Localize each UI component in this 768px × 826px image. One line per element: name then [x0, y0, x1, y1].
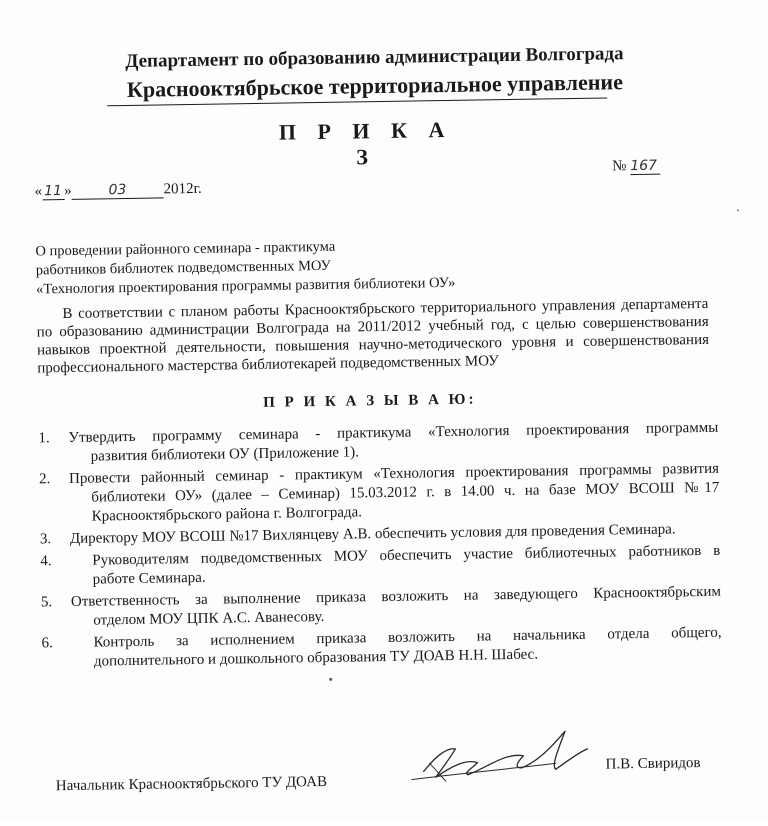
date-month: 03 [71, 181, 163, 199]
item-text: Ответственность за выполнение приказа возложить на заведующего Краснооктябрьским [70, 583, 722, 610]
item-text: Директору МОУ ВСОШ №17 Вихлянцеву А.В. обеспечить условия для проведения Семинара. [69, 521, 676, 547]
order-number [612, 158, 660, 176]
directorate-name: Краснооктябрьское территориальное управление [126, 69, 624, 102]
decree-item [39, 460, 720, 528]
department-name: Департамент по образованию администрации Волгограда [125, 43, 624, 73]
item-text-continued: работе Семинара. [92, 569, 206, 588]
item-text-continued: дополнительного и дошкольного образования ТУ ДОАВ Н.Н. Шабес. [93, 646, 539, 670]
decree-items [38, 419, 722, 676]
ink-speck [737, 209, 739, 211]
date-close-quote: » [63, 182, 72, 199]
item-text: Контроль за исполнением приказа возложить на начальника отдела общего, [93, 624, 722, 651]
date-year: 2012г. [163, 180, 202, 198]
decree-item [41, 583, 722, 632]
date-open-quote: « [34, 183, 43, 200]
item-text: Утвердить программу семинара - практикума «Технология проектирования программы [68, 419, 719, 446]
order-date [34, 181, 201, 201]
item-text-continued: Краснооктябрьского района г. Волгограда. [91, 504, 363, 525]
number-value: 167 [630, 158, 660, 175]
item-text: Руководителям подведомственных МОУ обеспечить участие библиотечных работников в [92, 542, 721, 569]
subject-line: работников библиотек подведомственных МОУ [35, 257, 331, 279]
item-text-continued: библиотеки ОУ» (далее – Семинар) 15.03.2012 г. в 14.00 ч. на базе МОУ ВСОШ №17 [91, 479, 720, 506]
decree-item [40, 542, 721, 591]
item-number: 5. [40, 594, 53, 611]
signatory-name: П.В. Свиридов [605, 755, 701, 773]
item-text-continued: развития библиотеки ОУ (Приложение 1). [90, 444, 360, 465]
item-number: 1. [38, 430, 50, 447]
ink-dot [329, 678, 332, 681]
decree-item [38, 419, 719, 468]
decree-item [41, 624, 722, 673]
item-text-continued: отделом МОУ ЦПК А.С. Аванесову. [93, 608, 325, 629]
date-day: 11 [42, 183, 64, 200]
order-subject [35, 235, 536, 300]
item-number: 6. [41, 635, 53, 652]
item-number: 4. [40, 553, 52, 570]
subject-line: О проведении районного семинара - практикума [35, 238, 336, 260]
subject-line: «Технология проектирования программы развития библиотеки ОУ» [35, 274, 456, 298]
item-text: Провести районный семинар - практикум «Технология проектирования программы развития [68, 460, 720, 487]
number-sign: № [612, 158, 627, 175]
preamble: В соответствии с планом работы Краснооктябрьского территориального управления департамента по образованию администрации Волгограда на 2011/2012 учебный год, с целью совершенствования навыков проектной деятельности, повышения научно-методического уровня и совершенствования профессионального мастерства библиотекарей подведомственных МОУ [36, 295, 710, 377]
item-number: 2. [38, 471, 51, 488]
decree-heading: П Р И К А З Ы В А Ю: [263, 391, 477, 411]
item-number: 3. [39, 531, 52, 548]
handwritten-signature [405, 717, 596, 790]
document-title: П Р И К А З [278, 116, 453, 170]
signatory-title: Начальник Краснооктябрьского ТУ ДОАВ [55, 773, 328, 795]
